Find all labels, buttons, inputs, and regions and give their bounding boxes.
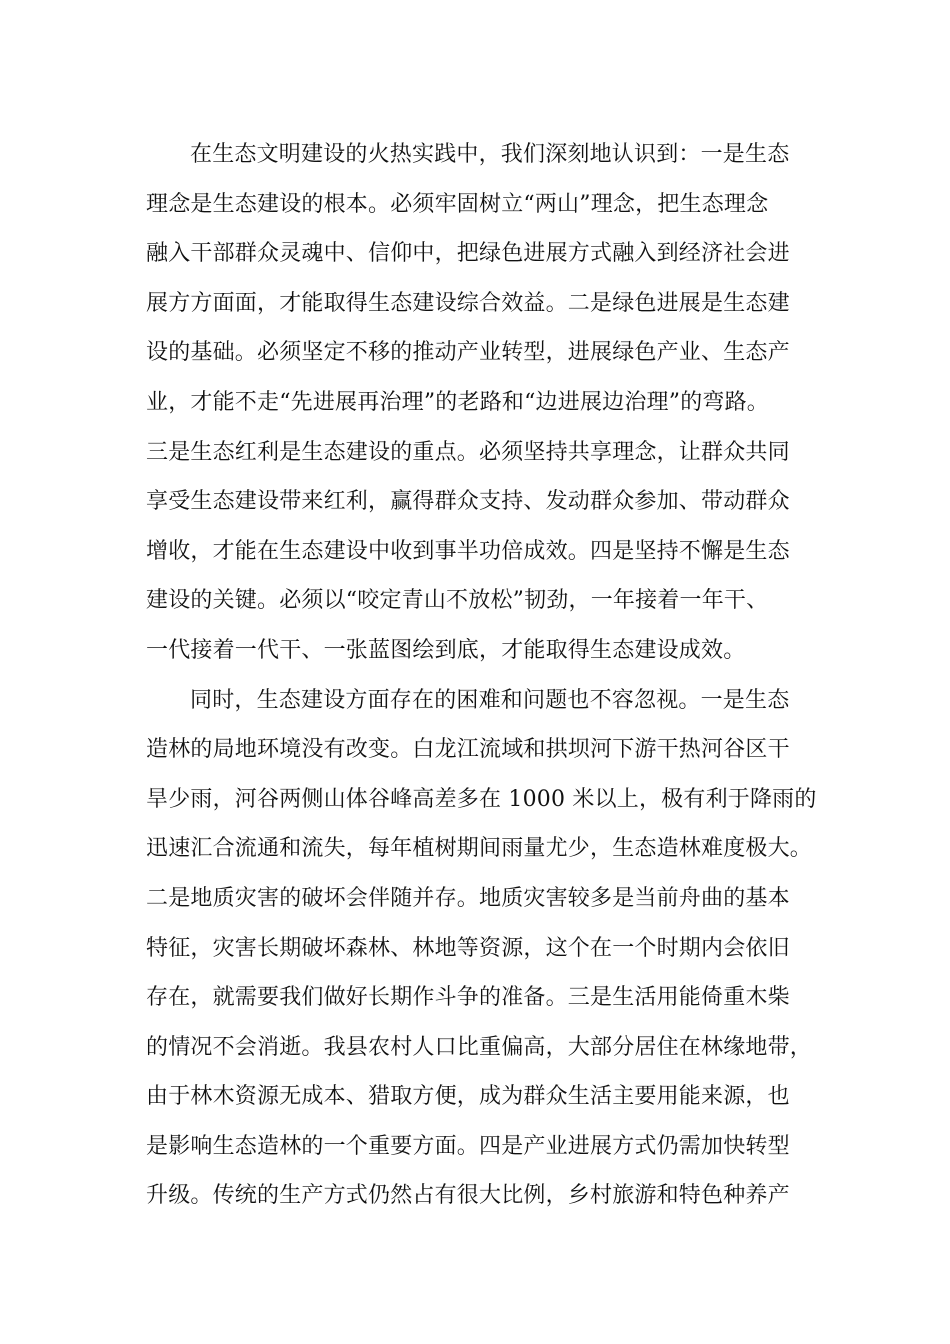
text-line: 的情况不会消逝。我县农村人口比重偏高，大部分居住在林缘地带， <box>146 1034 813 1060</box>
text-line: 理念是生态建设的根本。必须牢固树立“两山”理念，把生态理念 <box>146 191 769 217</box>
paragraph-2 <box>146 676 817 1222</box>
text-line: 造林的局地环境没有改变。白龙江流域和拱坝河下游干热河谷区干 <box>146 737 790 763</box>
text-line: 由于林木资源无成本、猎取方便，成为群众生活主要用能来源，也 <box>146 1084 790 1110</box>
text-line: 业，才能不走“先进展再治理”的老路和“边进展边治理”的弯路。 <box>146 389 769 415</box>
text-line: 特征，灾害长期破坏森林、林地等资源，这个在一个时期内会依旧 <box>146 935 790 961</box>
text-line: 存在，就需要我们做好长期作斗争的准备。三是生活用能倚重木柴 <box>146 985 790 1011</box>
text-line: 在生态文明建设的火热实践中，我们深刻地认识到：一是生态 <box>190 142 790 167</box>
text-line: 展方方面面，才能取得生态建设综合效益。二是绿色进展是生态建 <box>146 290 790 316</box>
text-line: 一代接着一代干、一张蓝图绘到底，才能取得生态建设成效。 <box>146 637 746 663</box>
body-text <box>146 130 817 1221</box>
text-line: 二是地质灾害的破坏会伴随并存。地质灾害较多是当前舟曲的基本 <box>146 885 790 911</box>
text-line: 是影响生态造林的一个重要方面。四是产业进展方式仍需加快转型 <box>146 1133 790 1159</box>
text-line: 升级。传统的生产方式仍然占有很大比例，乡村旅游和特色种养产 <box>146 1183 790 1209</box>
text-line: 同时，生态建设方面存在的困难和问题也不容忽视。一是生态 <box>190 687 790 713</box>
paragraph-1 <box>146 130 808 676</box>
text-line: 享受生态建设带来红利，赢得群众支持、发动群众参加、带动群众 <box>146 489 790 515</box>
text-line: 建设的关键。必须以“咬定青山不放松”韧劲，一年接着一年干、 <box>146 588 769 614</box>
text-line: 设的基础。必须坚定不移的推动产业转型，进展绿色产业、生态产 <box>146 340 790 366</box>
text-line: 三是生态红利是生态建设的重点。必须坚持共享理念，让群众共同 <box>146 439 790 465</box>
text-line: 旱少雨，河谷两侧山体谷峰高差多在 1000 米以上，极有利于降雨的 <box>146 786 817 812</box>
text-line: 迅速汇合流通和流失，每年植树期间雨量尤少，生态造林难度极大。 <box>146 836 813 862</box>
text-line: 增收，才能在生态建设中收到事半功倍成效。四是坚持不懈是生态 <box>146 538 790 564</box>
text-line: 融入干部群众灵魂中、信仰中，把绿色进展方式融入到经济社会进 <box>146 241 790 267</box>
